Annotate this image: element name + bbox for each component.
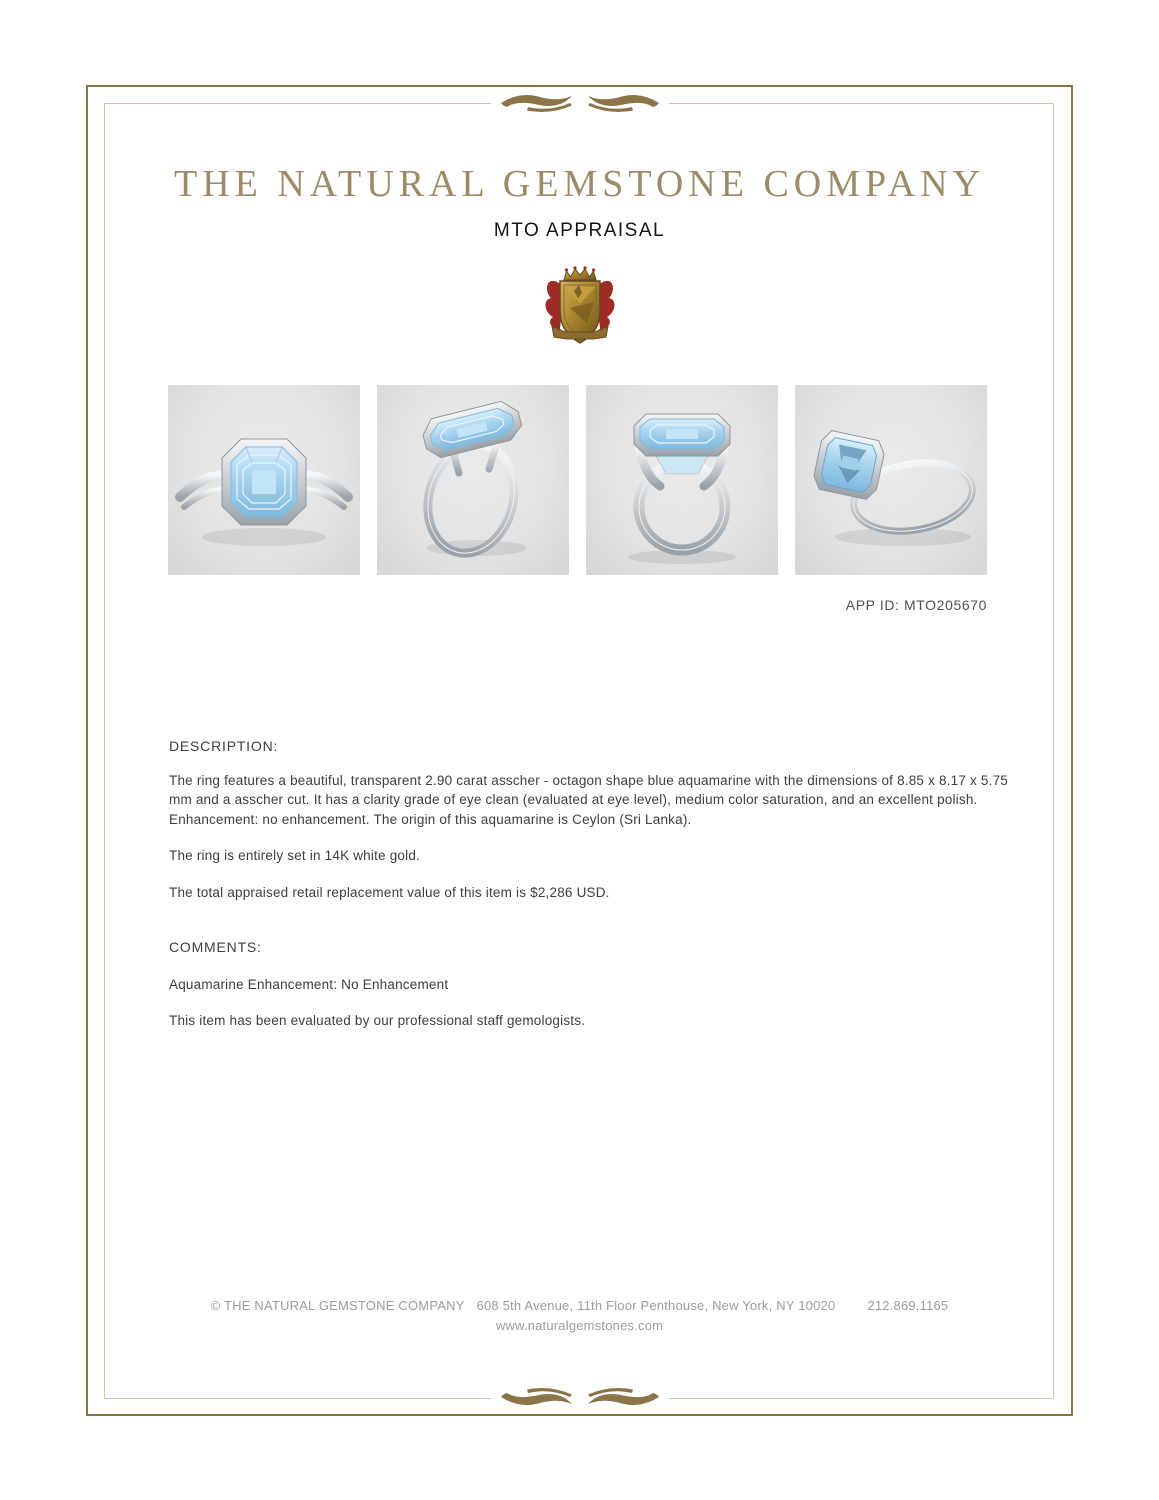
ring-photo-side-view xyxy=(795,385,987,575)
description-paragraph: The total appraised retail replacement value of this item is $2,286 USD. xyxy=(169,884,610,900)
comments-heading: COMMENTS: xyxy=(169,939,262,955)
description-heading: DESCRIPTION: xyxy=(169,738,279,754)
ring-photo-strip xyxy=(168,385,987,575)
footer-contact-line xyxy=(0,1296,1159,1316)
description-paragraph: The ring features a beautiful, transparent 2.90 carat asscher - octagon shape blue aquamarine with the dimensions of 8.85 x 8.17 x 5.75 mm and a asscher cut. It has a clarity grade of eye clean (evaluated at eye level), medium color saturation, and an excellent polish. Enhancement: no enhancement. The origin of this aquamarine is Ceylon (Sri Lanka). xyxy=(169,772,1008,827)
document-footer xyxy=(0,1296,1159,1336)
description-paragraph: The ring is entirely set in 14K white gold. xyxy=(169,848,420,863)
heraldic-crest-icon xyxy=(534,263,626,353)
ring-side-view-image xyxy=(795,385,987,575)
ring-upright-front-view-image xyxy=(586,385,778,575)
comments-paragraph: This item has been evaluated by our professional staff gemologists. xyxy=(169,1013,586,1028)
company-crest xyxy=(534,263,626,353)
bottom-flourish-ornament xyxy=(491,1384,669,1412)
company-title: THE NATURAL GEMSTONE COMPANY xyxy=(173,163,986,205)
comments-paragraph: Aquamarine Enhancement: No Enhancement xyxy=(169,976,449,992)
appraisal-subtitle: MTO APPRAISAL xyxy=(493,220,666,241)
ring-photo-front-view xyxy=(168,385,360,575)
top-flourish-ornament xyxy=(491,88,669,116)
footer-address: 608 5th Avenue, 11th Floor Penthouse, New York, NY 10020 xyxy=(476,1298,836,1313)
app-id-label: APP ID: MTO205670 xyxy=(845,597,987,613)
appraisal-body xyxy=(169,737,1025,1048)
ring-photo-three-quarter-view xyxy=(377,385,569,575)
ring-front-view-image xyxy=(168,385,360,575)
footer-website: www.naturalgemstones.com xyxy=(495,1318,664,1333)
flourish-icon xyxy=(498,89,662,115)
footer-company: © THE NATURAL GEMSTONE COMPANY xyxy=(210,1298,465,1313)
footer-phone: 212.869.1165 xyxy=(867,1298,949,1313)
flourish-icon xyxy=(498,1385,662,1411)
ring-three-quarter-view-image xyxy=(377,385,569,575)
ring-photo-upright-front-view xyxy=(586,385,778,575)
